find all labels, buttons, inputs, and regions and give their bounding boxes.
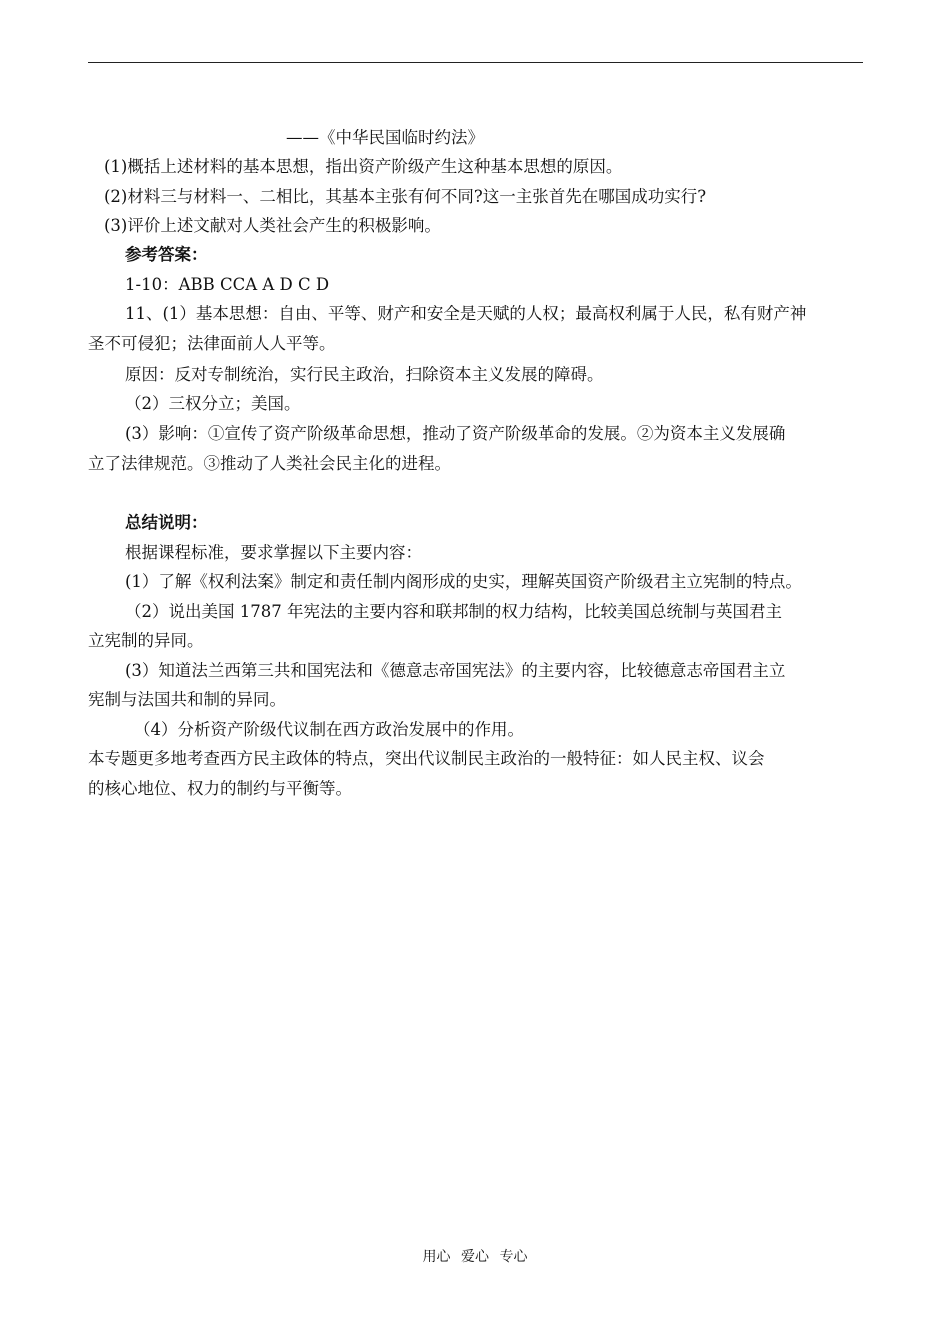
footer-word: 专心 xyxy=(499,1249,528,1265)
answer-11-part1-line1: 11、(1）基本思想：自由、平等、财产和安全是天赋的人权；最高权利属于人民，私有财产神 xyxy=(125,304,807,323)
summary-intro: 根据课程标准，要求掌握以下主要内容： xyxy=(125,543,422,562)
question-1: (1)概括上述材料的基本思想，指出资产阶级产生这种基本思想的原因。 xyxy=(104,157,623,176)
answer-11-part1-line2: 圣不可侵犯；法律面前人人平等。 xyxy=(88,334,336,353)
question-3: (3)评价上述文献对人类社会产生的积极影响。 xyxy=(104,216,441,235)
choice-answers: 1-10：ABB CCA A D C D xyxy=(125,275,330,294)
summary-item-3-line2: 宪制与法国共和制的异同。 xyxy=(88,690,286,709)
summary-item-2-line1: （2）说出美国 1787 年宪法的主要内容和联邦制的权力结构，比较美国总统制与英国君主 xyxy=(125,602,782,621)
summary-closing-line1: 本专题更多地考查西方民主政体的特点，突出代议制民主政治的一般特征：如人民主权、议会 xyxy=(88,749,765,768)
summary-item-4: （4）分析资产阶级代议制在西方政治发展中的作用。 xyxy=(134,720,524,739)
page-footer xyxy=(0,1247,950,1267)
summary-item-2-line2: 立宪制的异同。 xyxy=(88,631,204,650)
summary-item-3-line1: (3）知道法兰西第三共和国宪法和《德意志帝国宪法》的主要内容，比较德意志帝国君主立 xyxy=(125,661,786,680)
summary-closing-line2: 的核心地位、权力的制约与平衡等。 xyxy=(88,779,352,798)
question-2: (2)材料三与材料一、二相比，其基本主张有何不同?这一主张首先在哪国成功实行? xyxy=(104,187,707,206)
source-citation: ——《中华民国临时约法》 xyxy=(286,128,484,147)
answer-11-reason: 原因：反对专制统治，实行民主政治，扫除资本主义发展的障碍。 xyxy=(125,365,604,384)
summary-heading: 总结说明： xyxy=(125,513,208,532)
answer-11-part2: （2）三权分立；美国。 xyxy=(125,394,301,413)
answer-11-part3-line2: 立了法律规范。③推动了人类社会民主化的进程。 xyxy=(88,454,451,473)
footer-word: 用心 xyxy=(422,1249,451,1265)
header-rule xyxy=(88,62,863,63)
footer-word: 爱心 xyxy=(461,1249,489,1265)
summary-item-1: (1）了解《权利法案》制定和责任制内阁形成的史实，理解英国资产阶级君主立宪制的特点。 xyxy=(125,572,802,591)
answer-11-part3-line1: (3）影响：①宣传了资产阶级革命思想，推动了资产阶级革命的发展。②为资本主义发展确 xyxy=(125,424,786,443)
answers-heading: 参考答案： xyxy=(125,245,208,264)
